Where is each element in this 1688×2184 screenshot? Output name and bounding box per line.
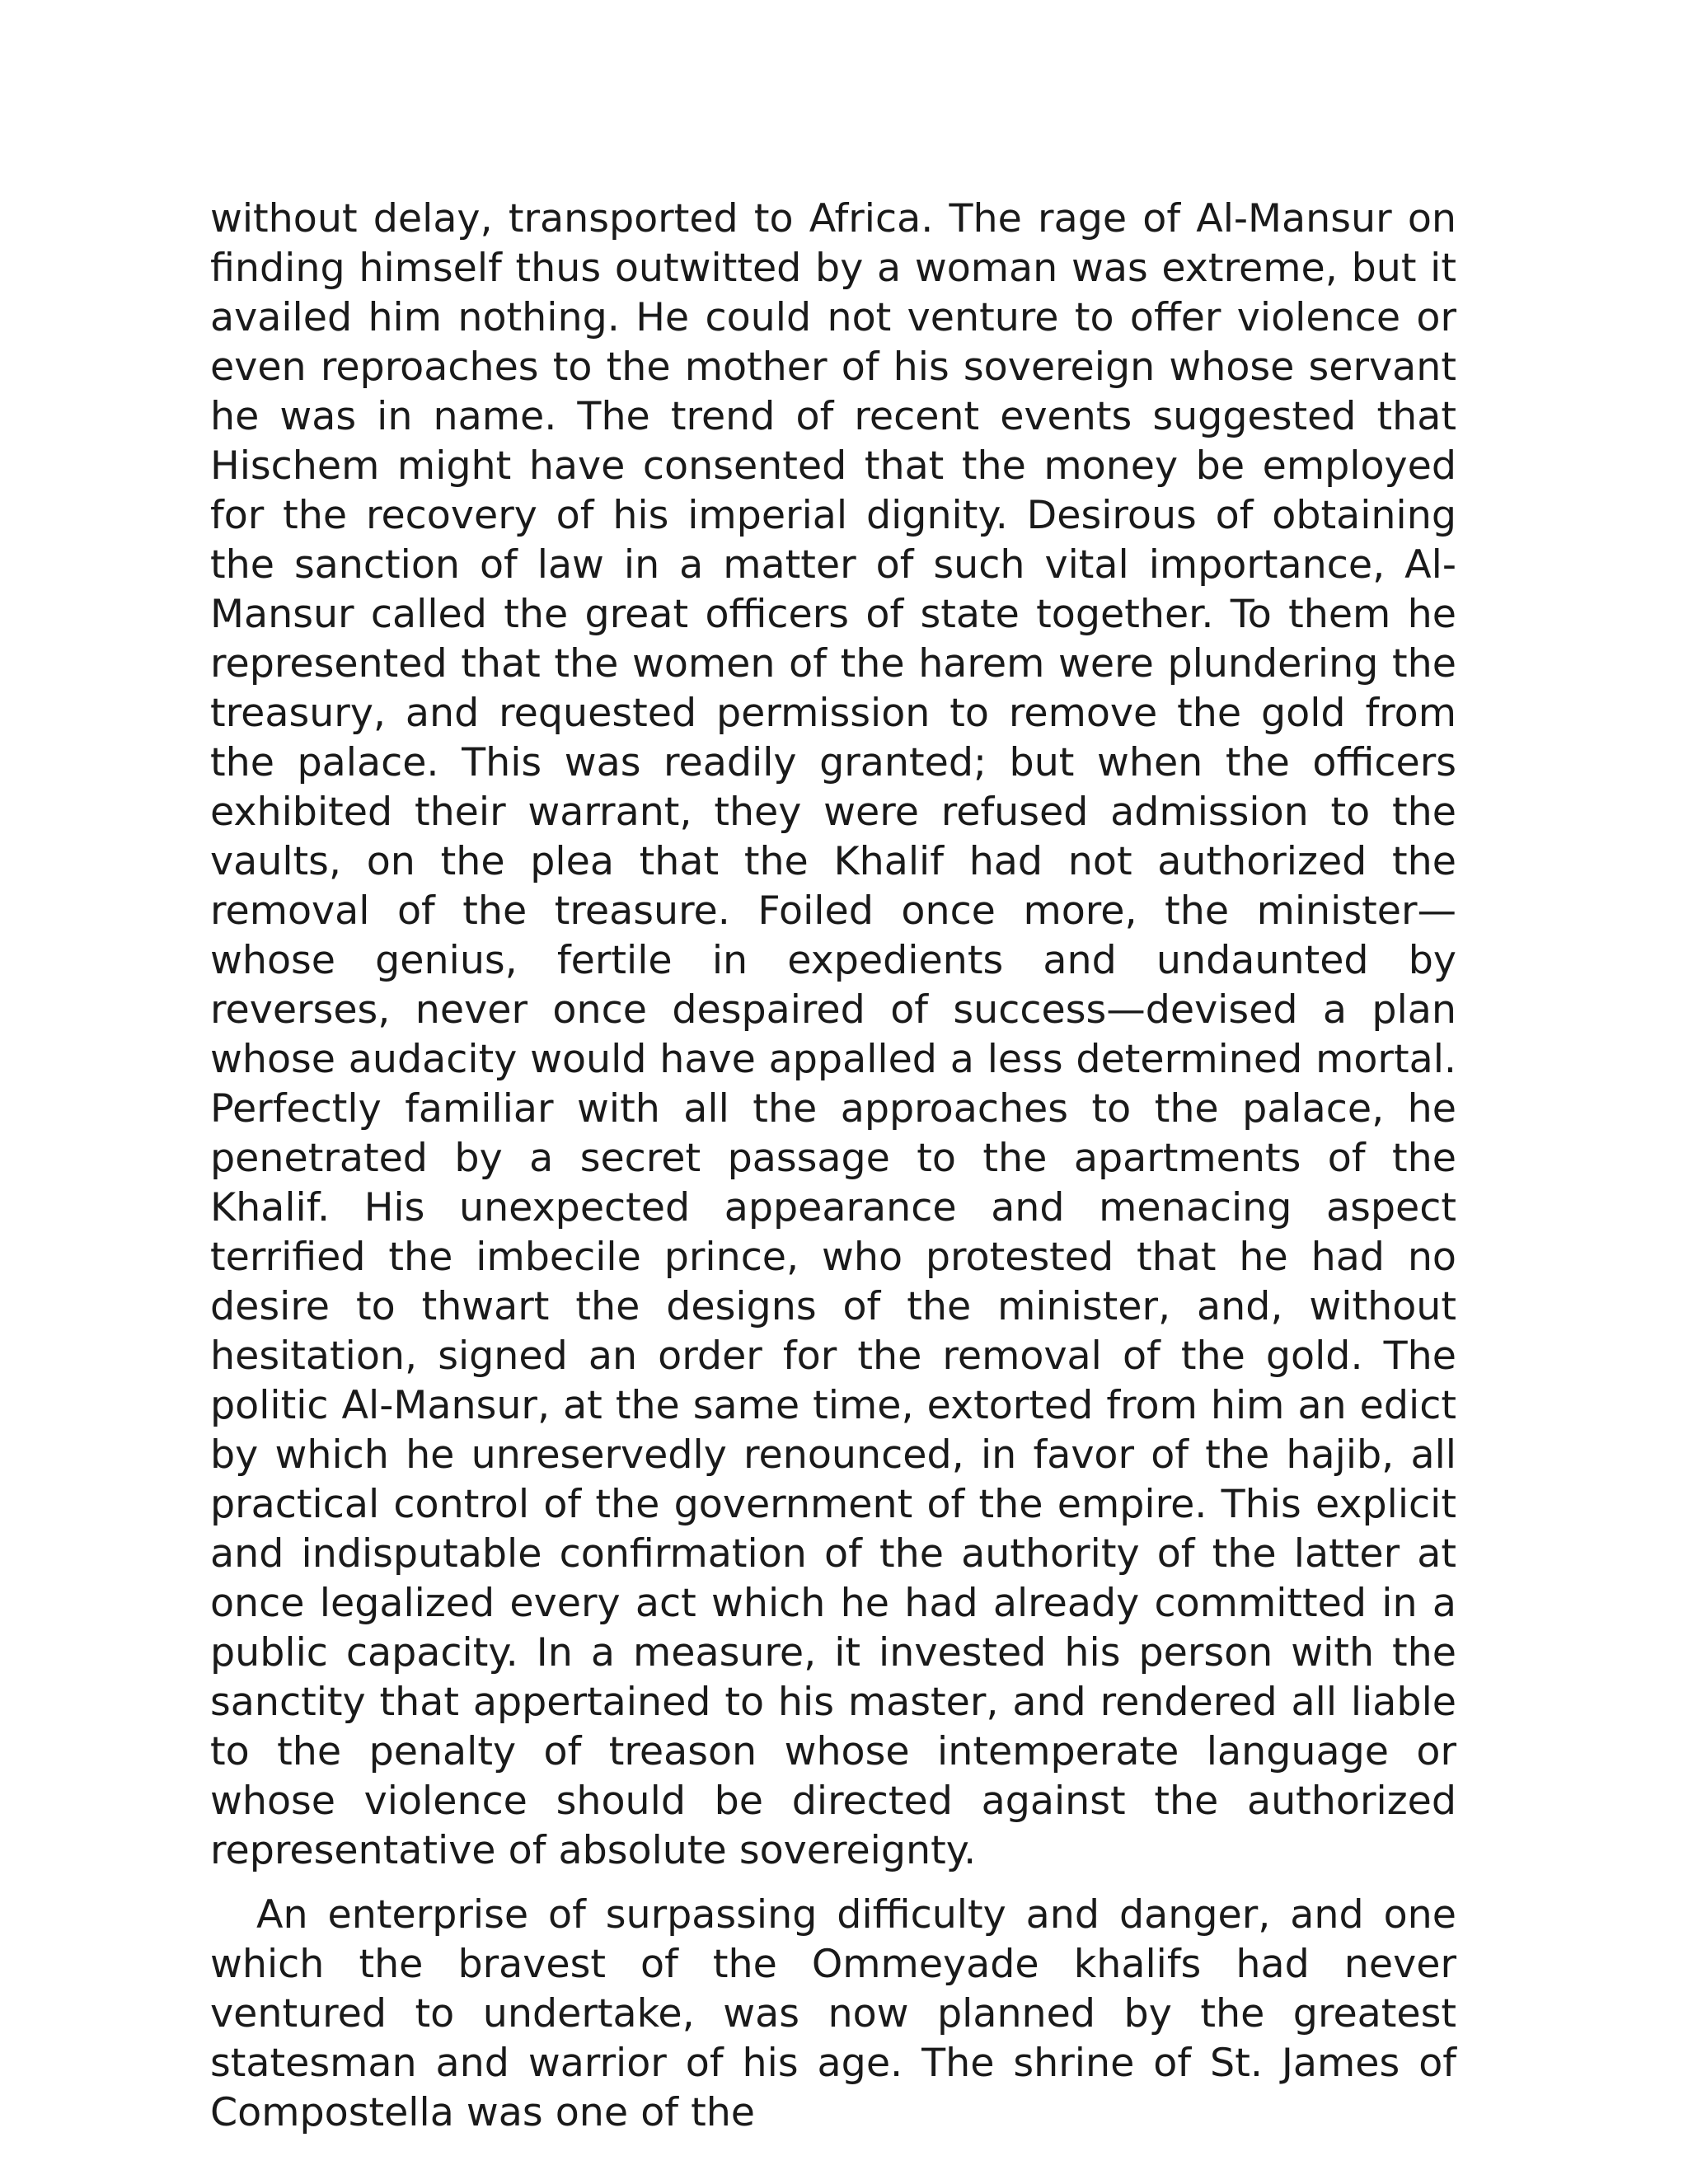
page-body: [210, 194, 1456, 2138]
paragraph-1: without delay, transported to Africa. The rage of Al-Mansur on finding himself thus outwitted by a woman was extreme, but it availed him nothing. He could not venture to offer violence or even reproaches to the mother of his sovereign whose servant he was in name. The trend of recent events suggested that Hischem might have consented that the money be employed for the recovery of his imperial dignity. Desirous of obtaining the sanction of law in a matter of such vital importance, Al-Mansur called the great officers of state together. To them he represented that the women of the harem were plundering the treasury, and requested permission to remove the gold from the palace. This was readily granted; but when the officers exhibited their warrant, they were refused admission to the vaults, on the plea that the Khalif had not authorized the removal of the treasure. Foiled once more, the minister—whose genius, fertile in expedients and undaunted by reverses, never once despaired of success—devised a plan whose audacity would have appalled a less determined mortal. Perfectly familiar with all the approaches to the palace, he penetrated by a secret passage to the apartments of the Khalif. His unexpected appearance and menacing aspect terrified the imbecile prince, who protested that he had no desire to thwart the designs of the minister, and, without hesitation, signed an order for the removal of the gold. The politic Al-Mansur, at the same time, extorted from him an edict by which he unreservedly renounced, in favor of the hajib, all practical control of the government of the empire. This explicit and indisputable confirmation of the authority of the latter at once legalized every act which he had already committed in a public capacity. In a measure, it invested his person with the sanctity that appertained to his master, and rendered all liable to the penalty of treason whose intemperate language or whose violence should be directed against the authorized representative of absolute sovereignty.: [210, 196, 1456, 1873]
paragraph-2: An enterprise of surpassing difficulty and danger, and one which the bravest of the Ommeyade khalifs had never ventured to undertake, was now planned by the greatest statesman and warrior of his age. The shrine of St. James of Compostella was one of the: [210, 1892, 1456, 2135]
